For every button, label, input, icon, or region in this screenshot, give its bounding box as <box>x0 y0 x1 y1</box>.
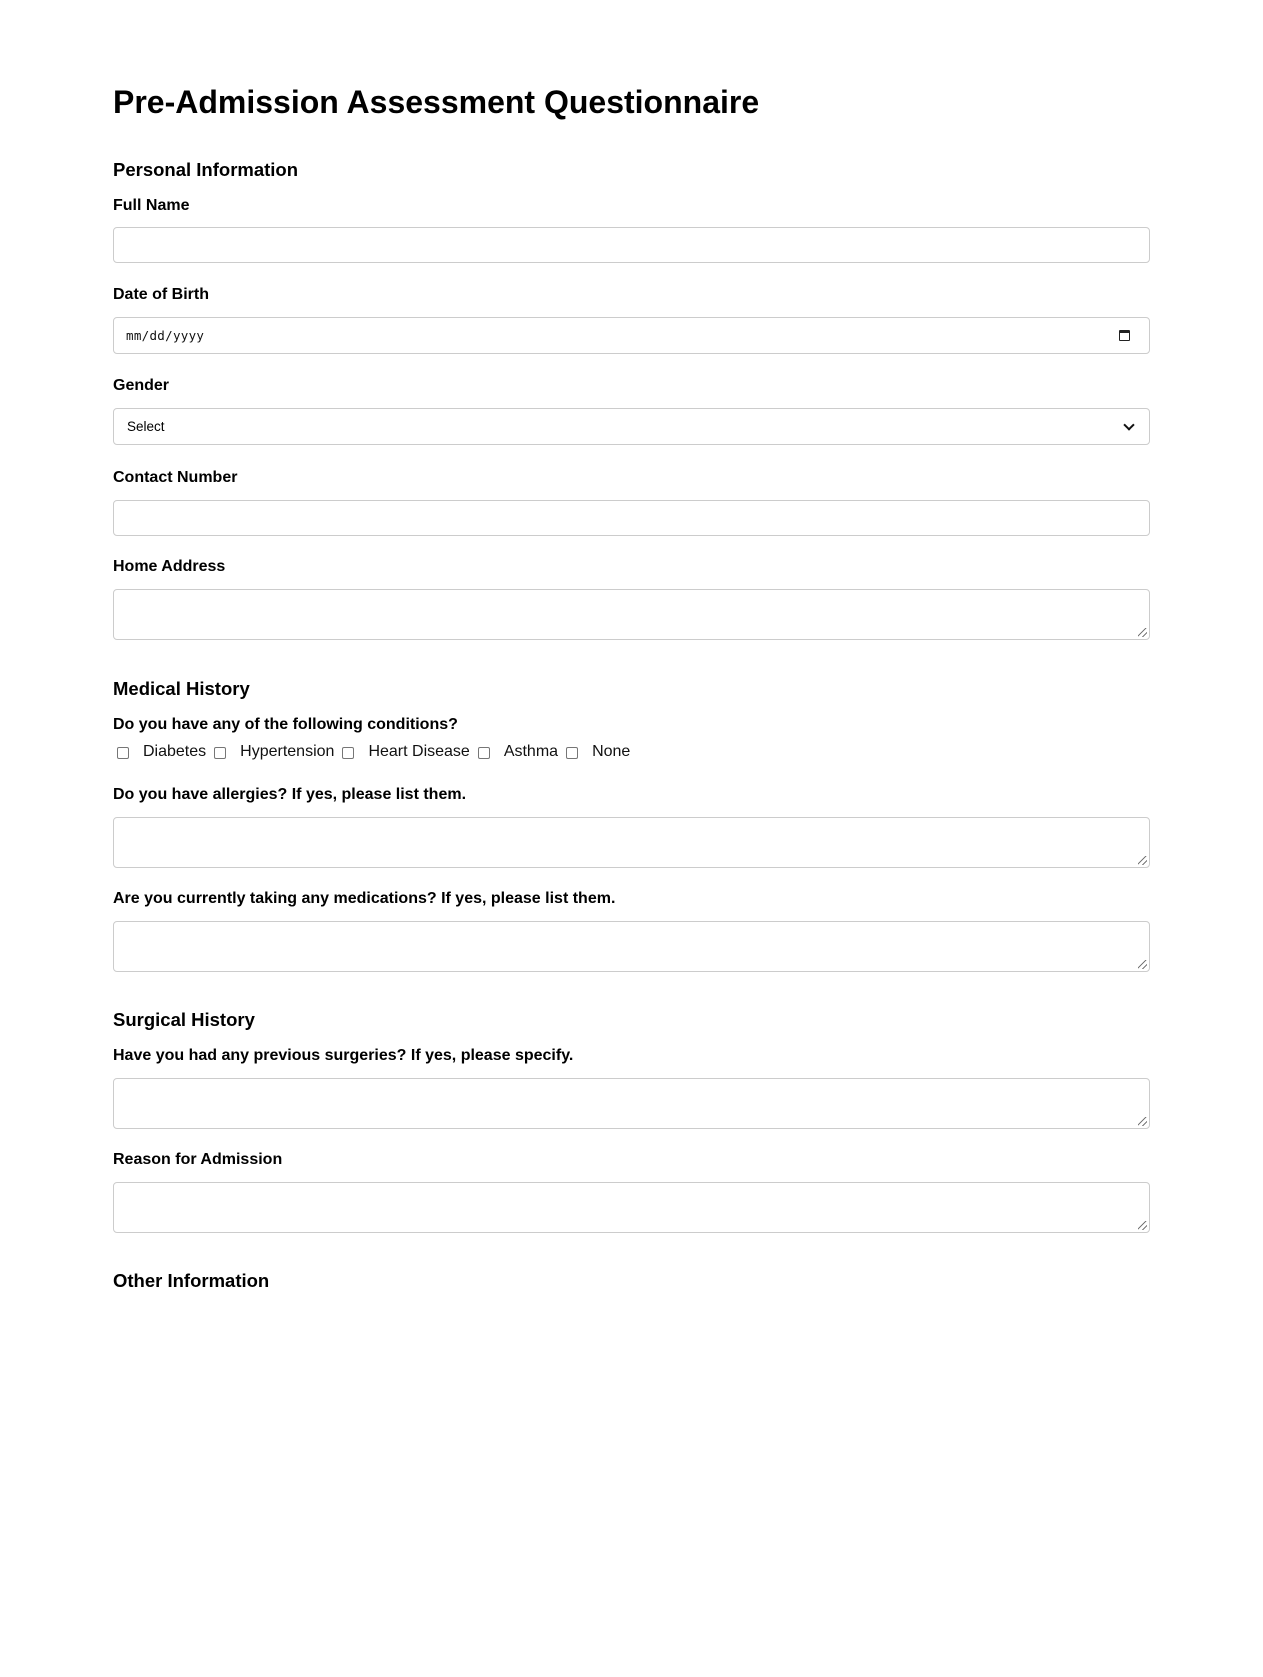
date-of-birth-input[interactable] <box>113 317 1150 354</box>
gender-label: Gender <box>113 377 170 394</box>
allergies-textarea[interactable] <box>113 817 1150 868</box>
checkbox-label-diabetes[interactable]: Diabetes <box>143 743 207 760</box>
checkbox-label-asthma[interactable]: Asthma <box>503 743 559 760</box>
gender-select[interactable] <box>113 408 1150 445</box>
resize-grip-icon[interactable] <box>1138 856 1147 865</box>
home-address-textarea[interactable] <box>113 589 1150 640</box>
chevron-down-icon <box>1123 419 1134 430</box>
contact-number-input[interactable] <box>113 500 1150 536</box>
checkbox-asthma[interactable] <box>478 747 490 759</box>
contact-number-label: Contact Number <box>113 469 238 486</box>
date-placeholder: mm/dd/yyyy <box>126 328 205 343</box>
checkbox-label-hypertension[interactable]: Hypertension <box>240 743 335 760</box>
resize-grip-icon[interactable] <box>1138 1117 1147 1126</box>
full-name-input[interactable] <box>113 227 1150 263</box>
checkbox-none[interactable] <box>566 747 578 759</box>
checkbox-heart-disease[interactable] <box>342 747 354 759</box>
home-address-label: Home Address <box>113 558 226 575</box>
section-title-personal-information: Personal Information <box>113 159 299 180</box>
conditions-checkbox-group <box>113 742 634 762</box>
resize-grip-icon[interactable] <box>1138 960 1147 969</box>
gender-selected-value: Select <box>127 419 165 434</box>
full-name-label: Full Name <box>113 197 190 214</box>
allergies-label: Do you have allergies? If yes, please list them. <box>113 786 467 803</box>
resize-grip-icon[interactable] <box>1138 1221 1147 1230</box>
checkbox-label-none[interactable]: None <box>592 743 631 760</box>
calendar-icon[interactable] <box>1119 330 1130 341</box>
section-title-other-information: Other Information <box>113 1270 270 1291</box>
date-of-birth-label: Date of Birth <box>113 286 209 303</box>
reason-for-admission-textarea[interactable] <box>113 1182 1150 1233</box>
reason-for-admission-label: Reason for Admission <box>113 1151 283 1168</box>
previous-surgeries-textarea[interactable] <box>113 1078 1150 1129</box>
checkbox-hypertension[interactable] <box>214 747 226 759</box>
medications-label: Are you currently taking any medications? If yes, please list them. <box>113 890 616 907</box>
section-title-medical-history: Medical History <box>113 678 250 699</box>
checkbox-label-heart-disease[interactable]: Heart Disease <box>368 743 470 760</box>
previous-surgeries-label: Have you had any previous surgeries? If yes, please specify. <box>113 1047 574 1064</box>
checkbox-diabetes[interactable] <box>117 747 129 759</box>
resize-grip-icon[interactable] <box>1138 628 1147 637</box>
medications-textarea[interactable] <box>113 921 1150 972</box>
section-title-surgical-history: Surgical History <box>113 1009 255 1030</box>
conditions-label: Do you have any of the following conditions? <box>113 716 458 733</box>
page-title: Pre-Admission Assessment Questionnaire <box>113 84 760 120</box>
